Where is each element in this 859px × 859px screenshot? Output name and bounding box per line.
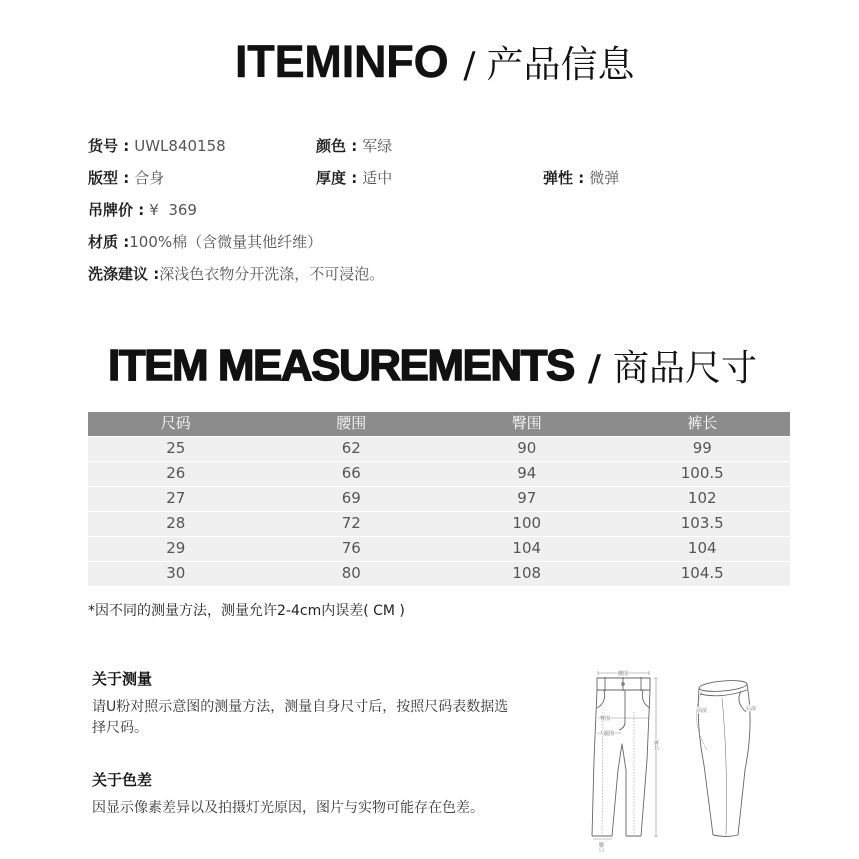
field-label: 厚度 : xyxy=(316,169,358,187)
about-measuring-text: 请U粉对照示意图的测量方法，测量自身尺寸后，按照尺码表数据选择尺码。 xyxy=(92,699,509,736)
measurements-title-cn: 商品尺寸 xyxy=(613,348,758,389)
cell-hip: 94 xyxy=(439,461,615,486)
about-color-difference-title: 关于色差 xyxy=(92,771,153,789)
cell-size: 25 xyxy=(88,436,264,461)
cell-size: 29 xyxy=(88,536,264,561)
table-header-row xyxy=(88,412,790,436)
field-label: 货号 : xyxy=(88,137,130,155)
cell-length: 104 xyxy=(615,536,791,561)
cell-waist: 62 xyxy=(264,436,440,461)
label-thigh: 大腿围 xyxy=(599,731,615,737)
table-row xyxy=(88,486,790,511)
front-fly xyxy=(619,690,625,730)
cell-hip: 104 xyxy=(439,536,615,561)
cell-waist: 66 xyxy=(264,461,440,486)
cell-waist: 72 xyxy=(264,511,440,536)
item-info-title xyxy=(235,38,635,90)
measurement-diagram xyxy=(575,662,775,854)
column-header-length: 裤长 xyxy=(615,412,791,436)
cell-length: 103.5 xyxy=(615,511,791,536)
field-tag-price xyxy=(88,200,197,220)
field-value: 微弹 xyxy=(589,169,620,187)
label-waist: 腰围 xyxy=(617,671,629,677)
cell-length: 100.5 xyxy=(615,461,791,486)
label-back-rise: 后浪 xyxy=(746,706,757,712)
belt-loops xyxy=(605,677,641,691)
field-elasticity xyxy=(543,168,619,188)
field-material xyxy=(88,232,322,252)
cell-length: 102 xyxy=(615,486,791,511)
front-view-pants xyxy=(592,677,650,836)
field-label: 材质 : xyxy=(88,233,130,251)
field-value: 军绿 xyxy=(362,137,393,155)
field-value: 深浅色衣物分开洗涤，不可浸泡。 xyxy=(159,265,385,283)
item-info-title-en: ITEMINFO xyxy=(235,36,449,87)
label-length: 裤长 xyxy=(653,740,659,750)
field-color xyxy=(316,136,392,156)
measurement-tolerance-note: *因不同的测量方法，测量允许2-4cm内误差( CM ) xyxy=(88,603,405,619)
side-pocket xyxy=(739,691,746,712)
front-inseam xyxy=(612,744,626,836)
side-seam xyxy=(722,698,727,835)
field-thickness xyxy=(316,168,392,188)
cell-hip: 90 xyxy=(439,436,615,461)
size-table xyxy=(88,412,790,586)
field-fit xyxy=(88,168,164,188)
table-row xyxy=(88,436,790,461)
field-label: 洗涤建议 : xyxy=(88,265,160,283)
field-care xyxy=(88,264,384,284)
about-measuring-title: 关于测量 xyxy=(92,670,153,688)
cell-waist: 69 xyxy=(264,486,440,511)
field-value: UWL840158 xyxy=(134,137,226,155)
cell-hip: 108 xyxy=(439,561,615,586)
field-label: 弹性 : xyxy=(543,169,585,187)
field-value: 适中 xyxy=(362,169,393,187)
cell-size: 26 xyxy=(88,461,264,486)
cell-hip: 100 xyxy=(439,511,615,536)
measurements-title-separator: / xyxy=(587,348,602,389)
field-value: 100%棉（含微量其他纤维） xyxy=(129,233,323,251)
table-row xyxy=(88,561,790,586)
side-hem xyxy=(713,835,738,837)
table-row xyxy=(88,461,790,486)
front-right-outseam xyxy=(641,690,650,836)
measurements-title-en: ITEM MEASUREMENTS xyxy=(108,341,574,390)
cell-size: 28 xyxy=(88,511,264,536)
field-value: ¥ 369 xyxy=(149,201,197,219)
field-label: 吊牌价 : xyxy=(88,201,145,219)
column-header-size: 尺码 xyxy=(88,412,264,436)
field-value: 合身 xyxy=(134,169,165,187)
item-info-title-cn: 产品信息 xyxy=(486,43,635,86)
column-header-hip: 臀围 xyxy=(439,412,615,436)
label-hem: 脚口 xyxy=(598,842,604,852)
label-hip: 臀围 xyxy=(600,716,611,722)
field-label: 版型 : xyxy=(88,169,130,187)
cell-length: 104.5 xyxy=(615,561,791,586)
about-color-difference-text: 因显示像素差异以及拍摄灯光原因，图片与实物可能存在色差。 xyxy=(92,800,484,816)
table-row xyxy=(88,536,790,561)
label-front-rise: 前浪 xyxy=(697,708,708,714)
side-waist-opening xyxy=(699,679,748,693)
front-pockets xyxy=(597,690,650,708)
table-row xyxy=(88,511,790,536)
length-measure-line xyxy=(654,678,658,836)
front-left-outseam xyxy=(592,690,597,836)
field-label: 颜色 : xyxy=(316,137,358,155)
field-item-number xyxy=(88,136,226,156)
cell-size: 30 xyxy=(88,561,264,586)
side-view-pants xyxy=(698,679,750,837)
cell-waist: 80 xyxy=(264,561,440,586)
cell-waist: 76 xyxy=(264,536,440,561)
cell-hip: 97 xyxy=(439,486,615,511)
cell-size: 27 xyxy=(88,486,264,511)
item-info-title-separator: / xyxy=(463,45,476,86)
cell-length: 99 xyxy=(615,436,791,461)
column-header-waist: 腰围 xyxy=(264,412,440,436)
measurements-title xyxy=(108,341,757,393)
